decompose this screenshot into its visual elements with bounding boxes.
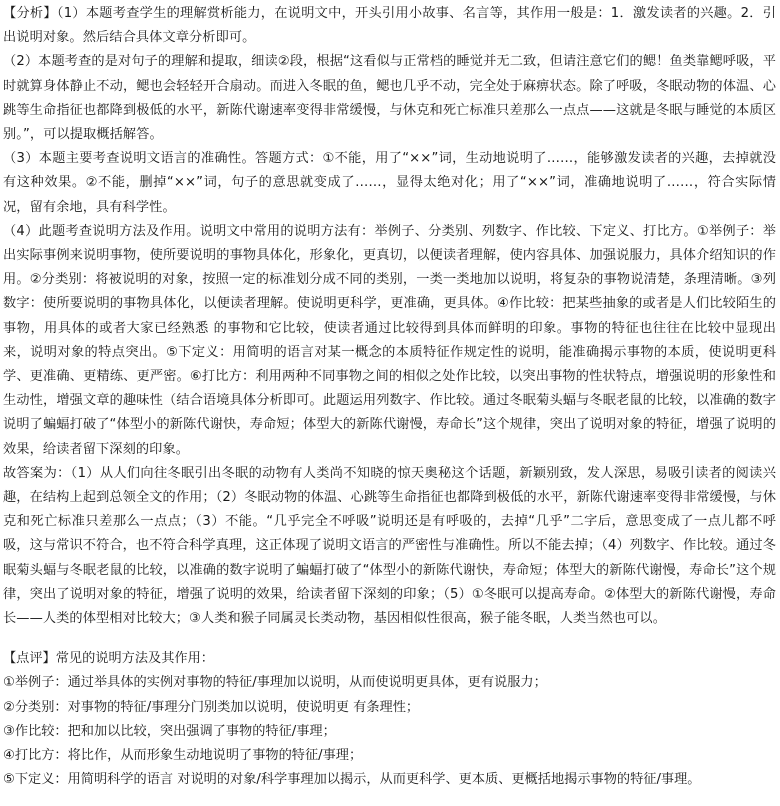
review-item-analogy: ④打比方：将比作，从而形象生动地说明了事物的特征/事理； <box>3 748 363 764</box>
answer-paragraph: 故答案为：（1）从人们向往冬眠引出冬眠的动物有人类尚不知晓的惊天奥秘这个话题，新颖别致，发人深思，易吸引读者的阅读兴趣，在结构上起到总领全文的作用；（2）冬眠动物的体温、心跳等生命指征也都降到极低的水平，新陈代谢速率变得非常缓慢，与休克和死亡标准只差那么一点点；（3）不能。“几乎完全不呼吸”说明还是有呼吸的，去掉“几乎”二字后，意思变成了一点儿都不呼吸，这与常识不符合，也不符合科学真理，这正体现了说明文语言的严密性与准确性。所以不能去掉；（4）列数字、作比较。通过冬眠菊头蝠与冬眠老鼠的比较，以准确的数字说明了蝙蝠打破了“体型小的新陈代谢快，寿命短；体型大的新陈代谢慢，寿命长”这个规律，突出了说明对象的特征，增强了说明的效果，给读者留下深刻的印象；（5）①冬眠可以提高寿命。②体型大的新陈代谢慢，寿命长——人类的体型相对比较大；③人类和猴子同属灵长类动物，基因相似性很高，猴子能冬眠，人类当然也可以。 <box>3 465 776 627</box>
review-item-definition: ⑤下定义：用简明科学的语言 对说明的对象/科学事理加以揭示，从而更科学、更本质、更概括地揭示事物的特征/事理。 <box>3 772 701 788</box>
analysis-paragraph-1: 【分析】（1）本题考查学生的理解赏析能力，在说明文中，开头引用小故事、名言等，其作用一般是：1．激发读者的兴趣。2．引出说明对象。然后结合具体文章分析即可。 <box>3 6 776 46</box>
analysis-paragraph-2: （2）本题考查的是对句子的理解和提取，细读②段，根据“这看似与正常档的睡觉并无二致，但请注意它们的鳃！鱼类靠鳃呼吸，平时就算身体静止不动，鳃也会轻轻开合扇动。而进入冬眠的鱼，鳃也几乎不动，完全处于麻痹状态。除了呼吸，冬眠动物的体温、心跳等生命指征也都降到极低的水平，新陈代谢速率变得非常缓慢，与休克和死亡标准只差那么一点点——这就是冬眠与睡觉的本质区别。”，可以提取概括解答。 <box>3 54 776 143</box>
analysis-paragraph-3: （3）本题主要考查说明文语言的准确性。答题方式：①不能，用了“××”词，生动地说明了……，能够激发读者的兴趣，去掉就没有这种效果。②不能，删掉“××”词，句子的意思就变成了……，显得太绝对化；用了“××”词，准确地说明了……，符合实际情况，留有余地，具有科学性。 <box>3 151 776 215</box>
review-item-example: ①举例子：通过举具体的实例对事物的特征/事理加以说明，从而使说明更具体，更有说服力； <box>3 675 547 691</box>
section-spacer <box>3 631 776 647</box>
review-item-comparison: ③作比较：把和加以比较，突出强调了事物的特征/事理； <box>3 723 336 739</box>
analysis-paragraph-4: （4）此题考查说明方法及作用。说明文中常用的说明方法有：举例子、分类别、列数字、作比较、下定义、打比方。①举例子：举出实际事例来说明事物，使所要说明的事物具体化，形象化，更真切，以便读者理解，使内容具体、加强说服力，具体介绍知识的作用。②分类别：将被说明的对象，按照一定的标准划分成不同的类别，一类一类地加以说明，将复杂的事物说清楚，条理清晰。③列数字：使所要说明的事物具体化，以便读者理解。使说明更科学，更准确，更具体。④作比较：把某些抽象的或者是人们比较陌生的事物，用具体的或者大家已经熟悉 的事物和它比较，使读者通过比较得到具体而鲜明的印象。事物的特征也往往在比较中显现出来，说明对象的特点突出。⑤下定义：用简明的语言对某一概念的本质特征作规定性的说明，能准确揭示事物的本质，使说明更科学、更准确、更精练、更严密。⑥打比方：利用两种不同事物之间的相似之处作比较，以突出事物的性状特点，增强说明的形象性和生动性，增强文章的趣味性（结合语境具体分析即可。此题运用列数字、作比较。通过冬眠菊头蝠与冬眠老鼠的比较，以准确的数字说明了蝙蝠打破了“体型小的新陈代谢快，寿命短；体型大的新陈代谢慢，寿命长”这个规律，突出了说明对象的特征，增强了说明的效果，给读者留下深刻的印象。 <box>3 223 776 457</box>
review-title: 【点评】常见的说明方法及其作用： <box>3 651 214 667</box>
review-item-classification: ②分类别：对事物的特征/事理分门别类加以说明，使说明更 有条理性； <box>3 699 420 715</box>
